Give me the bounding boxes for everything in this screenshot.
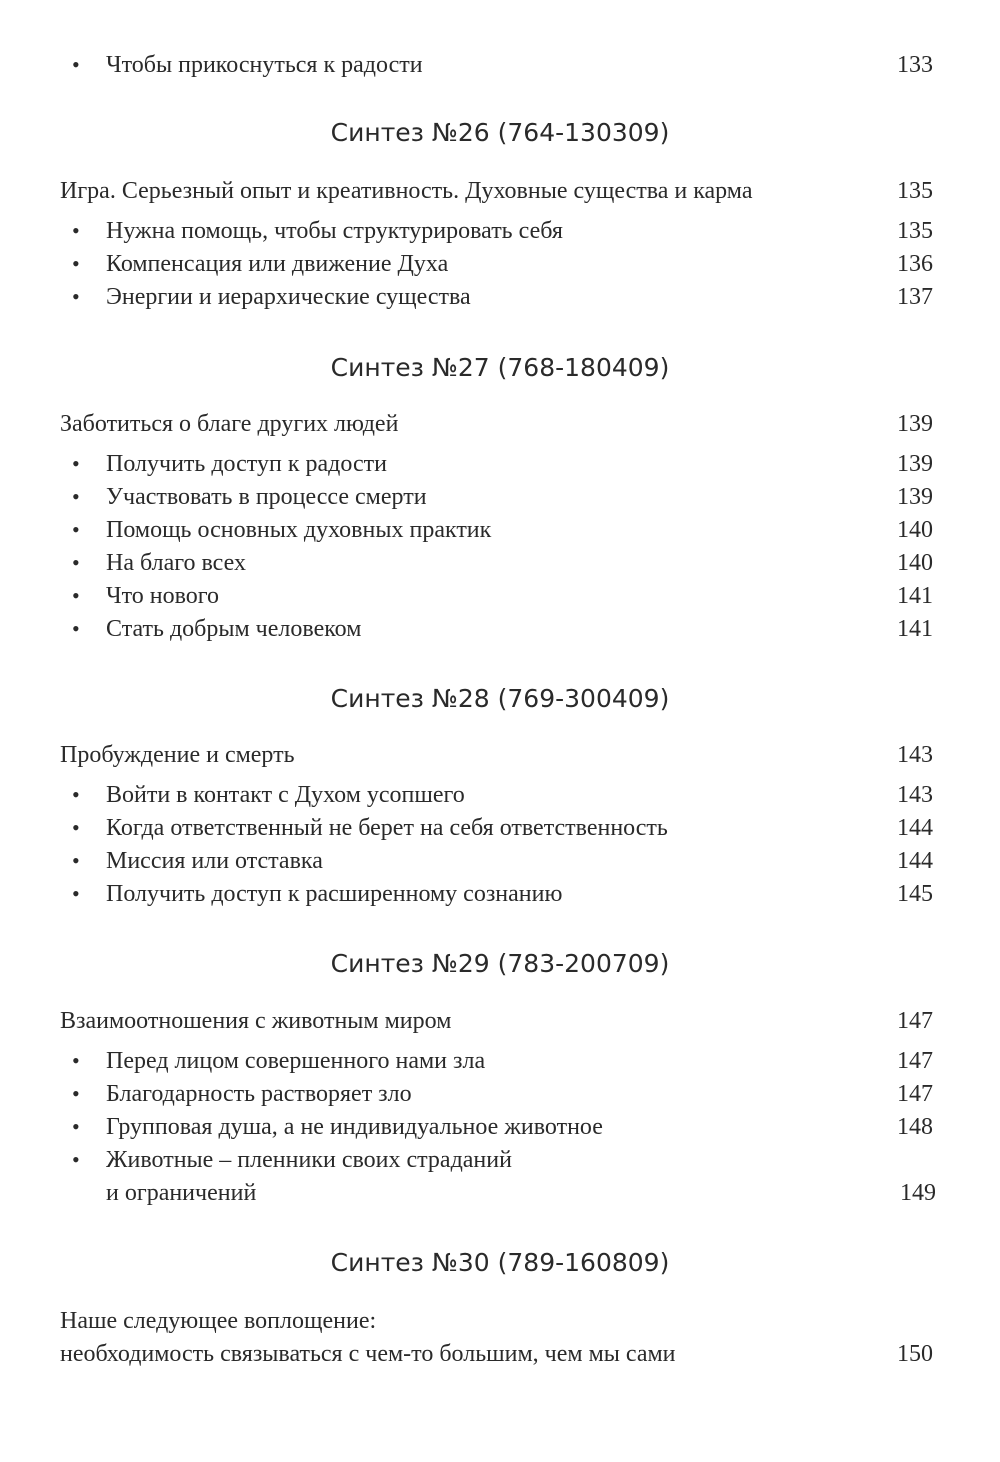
- entry-title: Энергии и иерархические существа: [106, 284, 471, 310]
- bullet-icon: •: [72, 782, 80, 807]
- toc-subentry: [0, 612, 1000, 646]
- toc-subentry: [0, 844, 1000, 878]
- toc-subentry: [0, 1176, 1000, 1210]
- page-number: 148: [897, 1114, 933, 1140]
- page-number: 150: [897, 1341, 933, 1367]
- page-number: 139: [897, 411, 933, 437]
- toc-subentry: [0, 480, 1000, 514]
- toc-entry: [0, 1304, 1000, 1338]
- section-heading: Синтез №26 (764-130309): [330, 118, 670, 147]
- page-number: 145: [897, 881, 933, 907]
- entry-title: Участвовать в процессе смерти: [106, 484, 427, 510]
- page-number: 140: [897, 517, 933, 543]
- entry-title: Благодарность растворяет зло: [106, 1081, 412, 1107]
- section-heading: Синтез №29 (783-200709): [330, 949, 670, 978]
- section-heading: Синтез №30 (789-160809): [330, 1248, 670, 1277]
- page-number: 143: [897, 782, 933, 808]
- page-number: 147: [897, 1048, 933, 1074]
- toc-subentry: [0, 48, 1000, 82]
- toc-entry: [0, 738, 1000, 772]
- page-number: 144: [897, 815, 933, 841]
- bullet-icon: •: [72, 484, 80, 509]
- entry-title: Нужна помощь, чтобы структурировать себя: [106, 218, 563, 244]
- toc-entry: [0, 407, 1000, 441]
- page-number: 147: [897, 1008, 933, 1034]
- toc-subentry: [0, 1143, 1000, 1177]
- bullet-icon: •: [72, 848, 80, 873]
- bullet-icon: •: [72, 251, 80, 276]
- entry-title: Наше следующее воплощение:: [60, 1308, 377, 1334]
- page-number: 140: [897, 550, 933, 576]
- page-number: 143: [897, 742, 933, 768]
- bullet-icon: •: [72, 218, 80, 243]
- entry-title: Получить доступ к расширенному сознанию: [106, 881, 563, 907]
- toc-entry: [0, 174, 1000, 208]
- toc-subentry: [0, 1077, 1000, 1111]
- bullet-icon: •: [72, 815, 80, 840]
- entry-title: и ограничений: [106, 1180, 257, 1206]
- entry-title: необходимость связываться с чем-то большим, чем мы сами: [60, 1341, 676, 1367]
- toc-subentry: [0, 280, 1000, 314]
- bullet-icon: •: [72, 52, 80, 77]
- entry-title: Чтобы прикоснуться к радости: [106, 52, 423, 78]
- section-heading: Синтез №28 (769-300409): [330, 684, 670, 713]
- toc-subentry: [0, 877, 1000, 911]
- toc-entry: [0, 1337, 1000, 1371]
- entry-title: Перед лицом совершенного нами зла: [106, 1048, 486, 1074]
- entry-title: Животные – пленники своих страданий: [106, 1147, 512, 1173]
- toc-subentry: [0, 811, 1000, 845]
- bullet-icon: •: [72, 284, 80, 309]
- toc-subentry: [0, 447, 1000, 481]
- entry-title: Получить доступ к радости: [106, 451, 387, 477]
- entry-title: Стать добрым человеком: [106, 616, 362, 642]
- entry-title: Компенсация или движение Духа: [106, 251, 449, 277]
- entry-title: Взаимоотношения с животным миром: [60, 1008, 452, 1034]
- toc-subentry: [0, 513, 1000, 547]
- page-number: 135: [897, 178, 933, 204]
- bullet-icon: •: [72, 616, 80, 641]
- entry-title: Помощь основных духовных практик: [106, 517, 492, 543]
- page-number: 139: [897, 484, 933, 510]
- toc-entry: [0, 1004, 1000, 1038]
- page-number: 139: [897, 451, 933, 477]
- page-number: 147: [897, 1081, 933, 1107]
- entry-title: Заботиться о благе других людей: [60, 411, 399, 437]
- toc-subentry: [0, 778, 1000, 812]
- section-heading: Синтез №27 (768-180409): [330, 353, 670, 382]
- bullet-icon: •: [72, 881, 80, 906]
- entry-title: Пробуждение и смерть: [60, 742, 295, 768]
- page-number: 141: [897, 583, 933, 609]
- bullet-icon: •: [72, 583, 80, 608]
- bullet-icon: •: [72, 1048, 80, 1073]
- page-number: 135: [897, 218, 933, 244]
- entry-title: Что нового: [106, 583, 220, 609]
- toc-subentry: [0, 579, 1000, 613]
- page-number: 141: [897, 616, 933, 642]
- page-number: 133: [897, 52, 933, 78]
- page-number: 136: [897, 251, 933, 277]
- entry-title: На благо всех: [106, 550, 246, 576]
- bullet-icon: •: [72, 1081, 80, 1106]
- bullet-icon: •: [72, 550, 80, 575]
- entry-title: Войти в контакт с Духом усопшего: [106, 782, 465, 808]
- toc-subentry: [0, 546, 1000, 580]
- bullet-icon: •: [72, 517, 80, 542]
- entry-title: Миссия или отставка: [106, 848, 323, 874]
- bullet-icon: •: [72, 1147, 80, 1172]
- page-number: 137: [897, 284, 933, 310]
- toc-subentry: [0, 1110, 1000, 1144]
- entry-title: Игра. Серьезный опыт и креативность. Духовные существа и карма: [60, 178, 753, 204]
- entry-title: Групповая душа, а не индивидуальное животное: [106, 1114, 603, 1140]
- page-number: 149: [900, 1180, 936, 1206]
- toc-subentry: [0, 214, 1000, 248]
- bullet-icon: •: [72, 1114, 80, 1139]
- page-number: 144: [897, 848, 933, 874]
- toc-subentry: [0, 247, 1000, 281]
- entry-title: Когда ответственный не берет на себя ответственность: [106, 815, 668, 841]
- toc-subentry: [0, 1044, 1000, 1078]
- bullet-icon: •: [72, 451, 80, 476]
